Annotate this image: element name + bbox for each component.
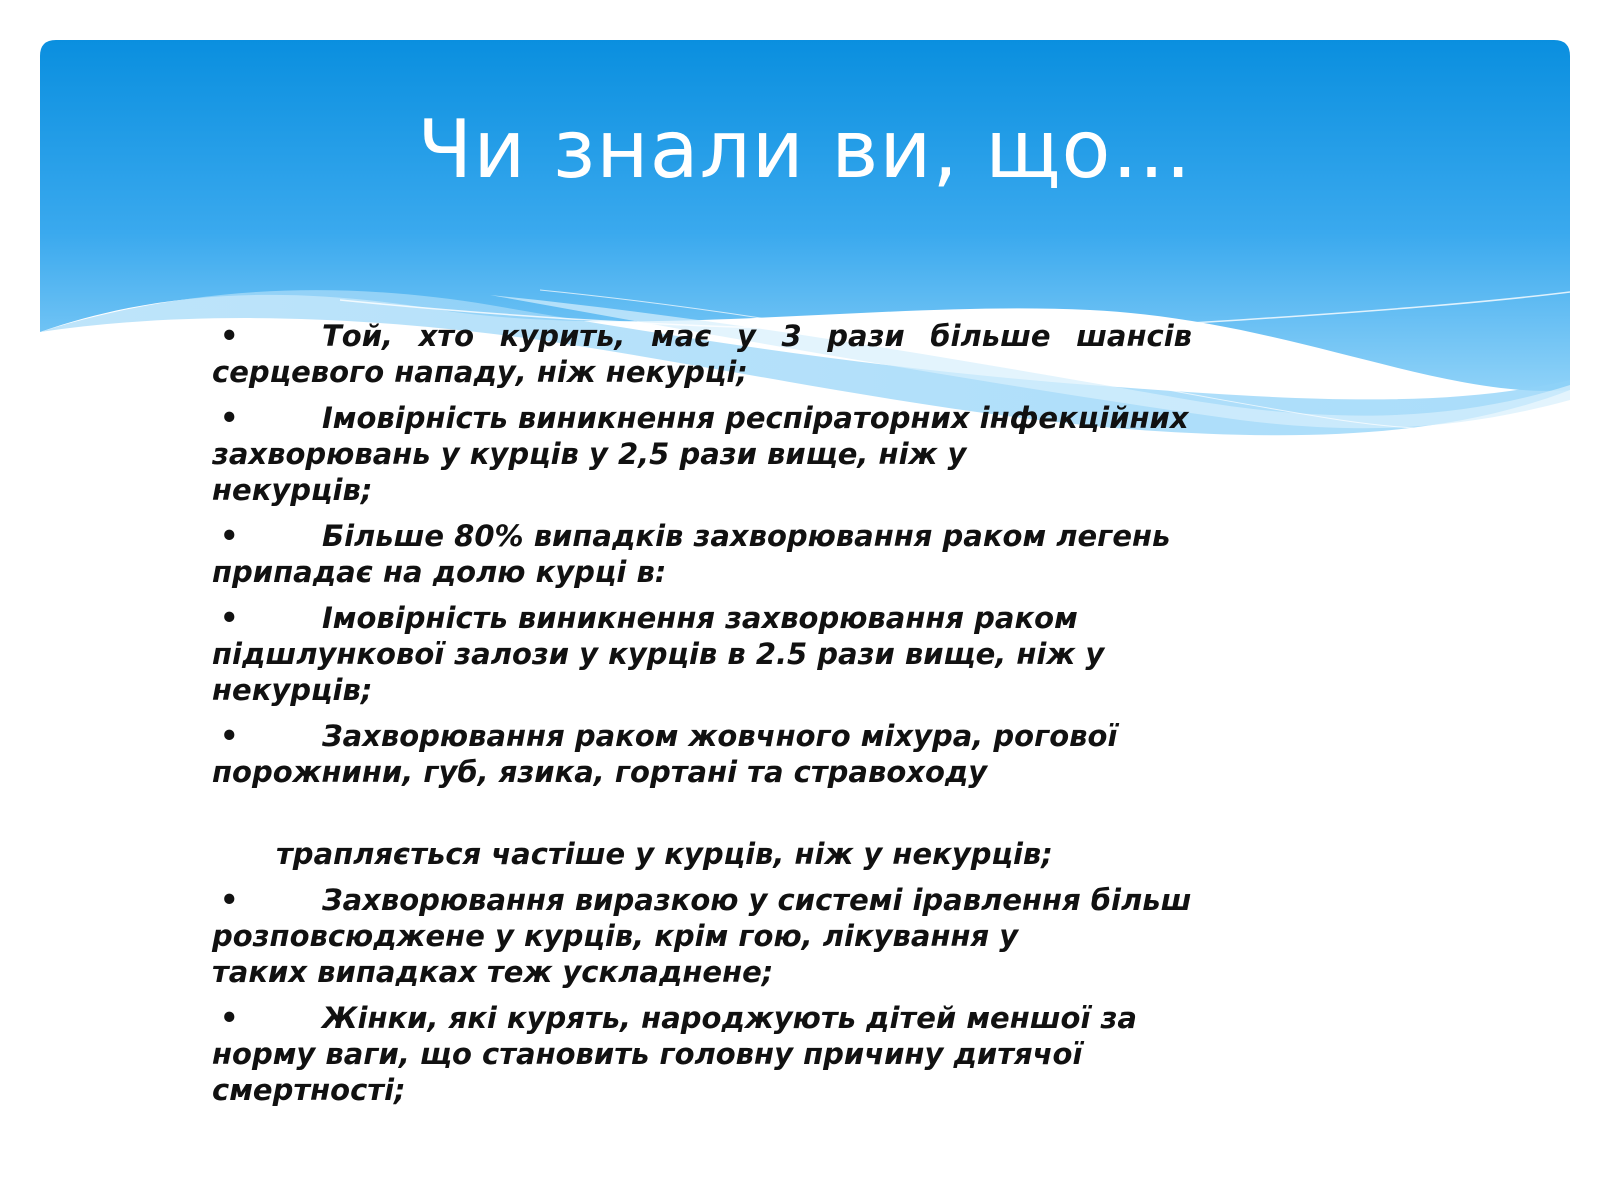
list-item-text: Той, хто курить, має у 3 рази більше шансів — [322, 319, 1192, 353]
list-item — [212, 882, 1192, 990]
list-item-text: розповсюджене у курців, крім гою, лікування у — [212, 919, 1019, 953]
list-item — [212, 400, 1192, 508]
bullet-icon: • — [220, 1001, 239, 1035]
list-item-text: Захворювання виразкою у системі іравлення більш — [322, 883, 1192, 917]
list-item-text: таких випадках теж ускладнене; — [212, 955, 774, 989]
list-item-text: норму ваги, що становить головну причину дитячої — [212, 1037, 1083, 1071]
list-item — [212, 600, 1192, 708]
bullet-icon: • — [220, 319, 239, 353]
list-item-text: некурців; — [212, 473, 373, 507]
list-item-text: некурців; — [212, 673, 373, 707]
list-item-text: смертності; — [212, 1073, 406, 1107]
list-item-text: порожнини, губ, язика, гортані та стравоходу — [212, 755, 988, 789]
list-item-text: серцевого нападу, ніж некурці; — [212, 355, 748, 389]
list-item — [212, 518, 1192, 590]
list-item — [212, 1000, 1192, 1108]
list-item-text: Більше 80% випадків захворювання раком легень — [322, 519, 1171, 553]
bullet-icon: • — [220, 401, 239, 435]
list-item — [212, 318, 1192, 390]
bullet-icon: • — [220, 601, 239, 635]
bullet-icon: • — [220, 719, 239, 753]
list-item-text: Імовірність виникнення захворювання раком — [322, 601, 1078, 635]
list-item-text: підшлункової залози у курців в 2.5 рази вище, ніж у — [212, 637, 1105, 671]
list-item-text: Захворювання раком жовчного міхура, рогової — [322, 719, 1118, 753]
list-item-text: Імовірність виникнення респіраторних інфекційних — [322, 401, 1189, 435]
list-item-text: припадає на долю курці в: — [212, 555, 667, 589]
list-item-text: захворювань у курців у 2,5 рази вище, ніж у — [212, 437, 967, 471]
spacer — [212, 800, 1192, 836]
slide-title: Чи знали ви, що… — [417, 103, 1193, 196]
bullet-icon: • — [220, 519, 239, 553]
list-item-text: Жінки, які курять, народжують дітей меншої за — [322, 1001, 1137, 1035]
continuation-line: трапляється частіше у курців, ніж у некурців; — [276, 837, 1053, 871]
fact-list — [212, 318, 1192, 1118]
bullet-icon: • — [220, 883, 239, 917]
list-item — [212, 718, 1192, 790]
